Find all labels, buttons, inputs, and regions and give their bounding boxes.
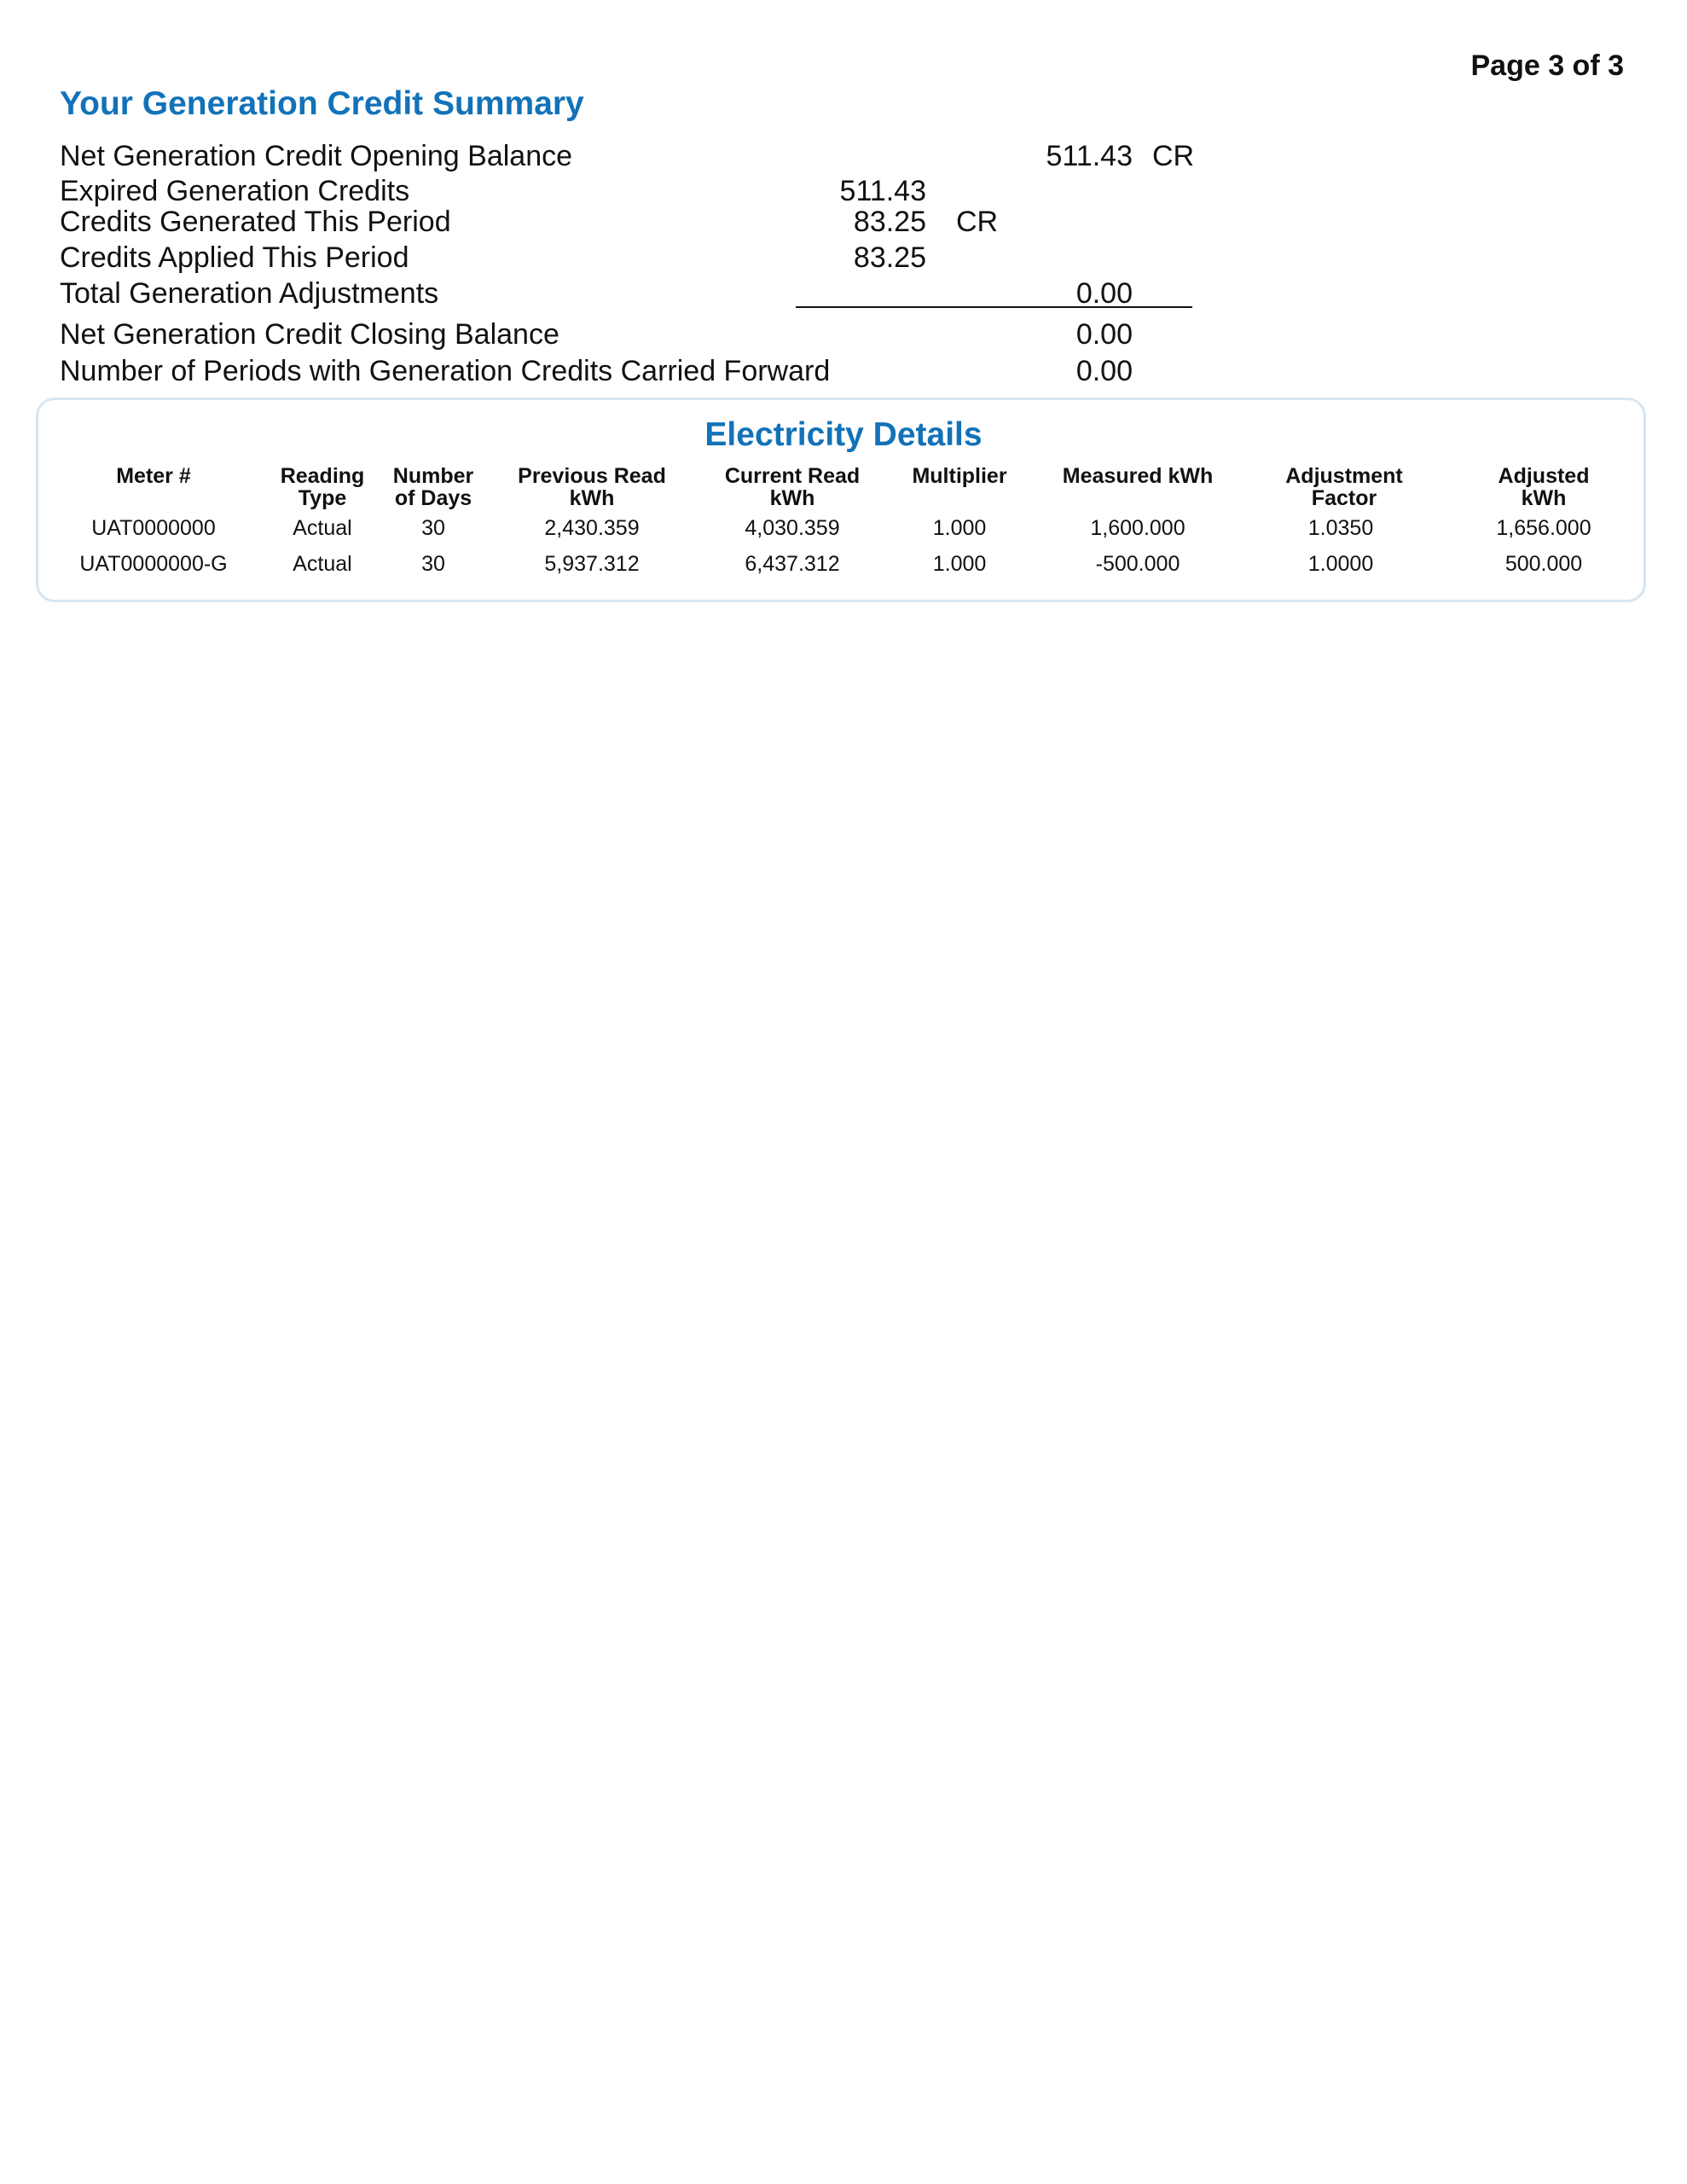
column-header: Reading Type	[280, 464, 365, 510]
summary-divider	[796, 306, 1192, 308]
table-cell: 30	[421, 516, 445, 540]
summary-row-label: Total Generation Adjustments	[60, 277, 439, 310]
table-cell: Actual	[293, 552, 352, 576]
column-header: Multiplier	[912, 464, 1007, 488]
table-cell: Actual	[293, 516, 352, 540]
column-header: Previous Read kWh	[518, 464, 666, 510]
page-number: Page 3 of 3	[1470, 49, 1624, 82]
table-cell: 1.000	[932, 552, 987, 576]
summary-row-label: Credits Generated This Period	[60, 206, 451, 238]
table-cell: UAT0000000	[91, 516, 216, 540]
table-cell: 1.0000	[1307, 552, 1374, 576]
summary-row-right-suffix: CR	[1152, 140, 1195, 172]
summary-row-mid-value: 83.25	[853, 206, 926, 238]
table-cell: 4,030.359	[745, 516, 840, 540]
table-cell: -500.000	[1095, 552, 1180, 576]
summary-row-label: Credits Applied This Period	[60, 241, 409, 274]
table-cell: 1.0350	[1307, 516, 1374, 540]
summary-row-label: Number of Periods with Generation Credits Carried Forward	[60, 355, 831, 387]
summary-row-right-value: 511.43	[1046, 140, 1133, 172]
electricity-details-title: Electricity Details	[704, 416, 983, 453]
column-header: Adjustment Factor	[1285, 464, 1403, 510]
summary-row-right-value: 0.00	[1075, 355, 1133, 387]
column-header: Current Read kWh	[724, 464, 861, 510]
summary-title: Your Generation Credit Summary	[60, 85, 584, 122]
summary-row-mid-value: 511.43	[839, 175, 926, 207]
column-header: Measured kWh	[1062, 464, 1214, 488]
column-header: Meter #	[116, 464, 191, 488]
table-cell: 1.000	[932, 516, 987, 540]
table-cell: 2,430.359	[544, 516, 640, 540]
column-header: Number of Days	[392, 464, 474, 510]
summary-row-label: Net Generation Credit Closing Balance	[60, 318, 559, 351]
summary-row-mid-suffix: CR	[956, 206, 999, 238]
table-cell: 1,600.000	[1090, 516, 1186, 540]
summary-row-label: Net Generation Credit Opening Balance	[60, 140, 573, 172]
summary-row-label: Expired Generation Credits	[60, 175, 410, 207]
summary-row-mid-value: 83.25	[853, 241, 926, 274]
table-cell: 500.000	[1504, 552, 1583, 576]
summary-row-right-value: 0.00	[1075, 318, 1133, 351]
table-cell: 30	[421, 552, 445, 576]
column-header: Adjusted kWh	[1498, 464, 1590, 510]
table-cell: 5,937.312	[544, 552, 640, 576]
table-cell: UAT0000000-G	[79, 552, 228, 576]
summary-row-right-value: 0.00	[1075, 277, 1133, 310]
table-cell: 1,656.000	[1496, 516, 1591, 540]
table-cell: 6,437.312	[745, 552, 840, 576]
